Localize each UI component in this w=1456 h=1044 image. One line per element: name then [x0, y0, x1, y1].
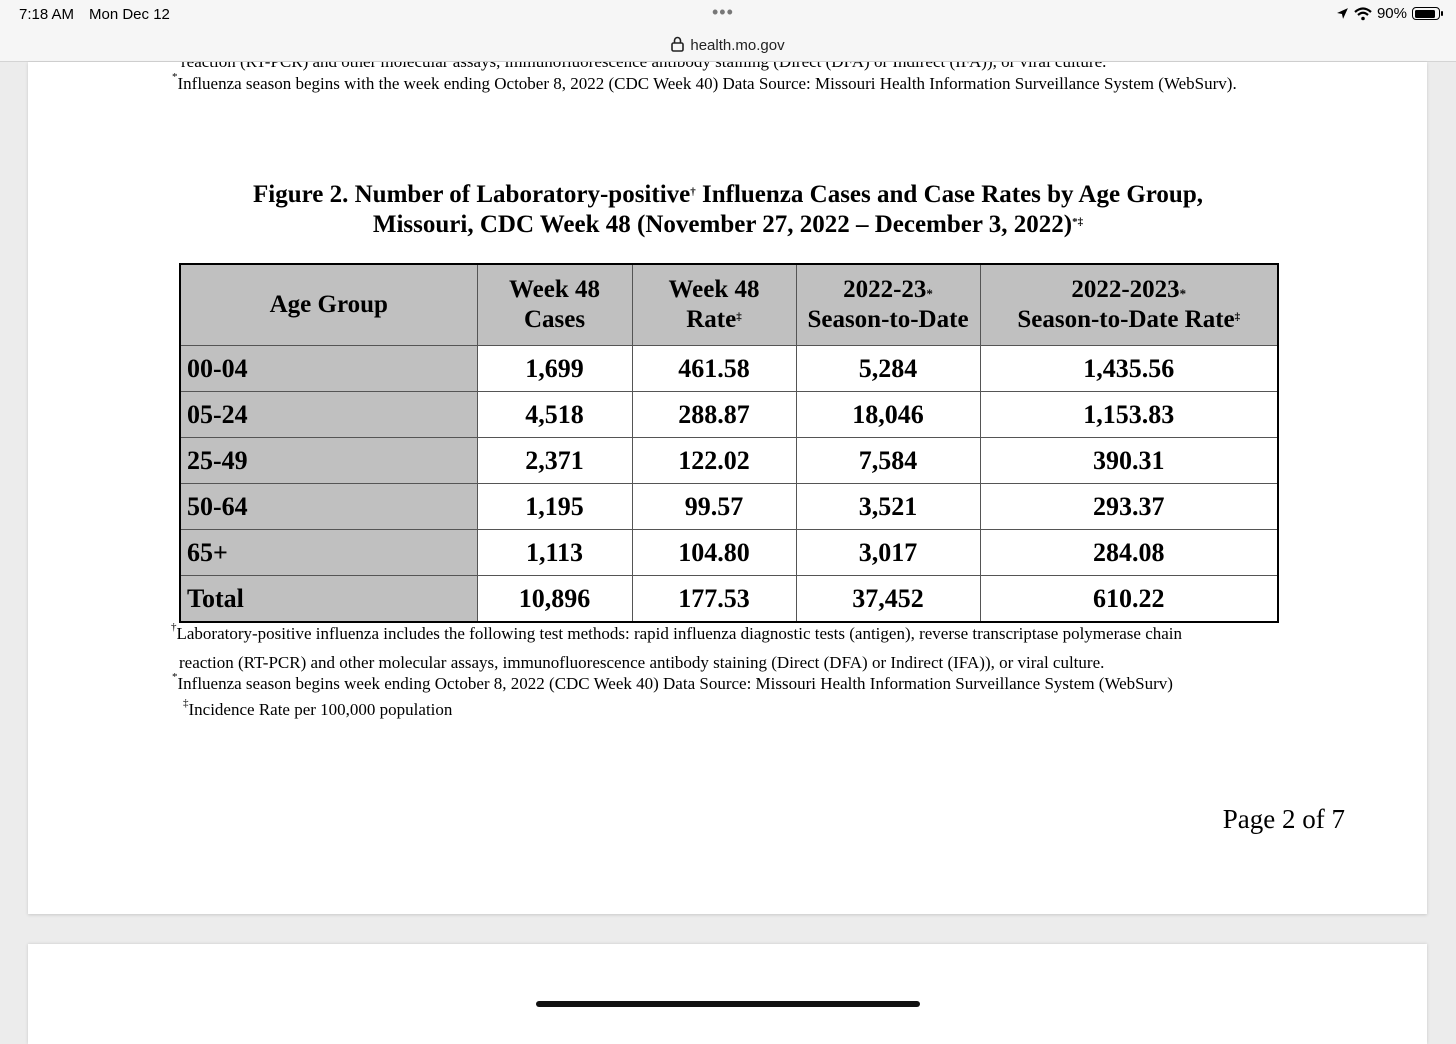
row-age: Total	[180, 576, 477, 623]
row-rate: 288.87	[632, 392, 796, 438]
url-text[interactable]: health.mo.gov	[690, 37, 785, 54]
address-bar[interactable]	[0, 30, 1456, 62]
row-season-rate: 284.08	[980, 530, 1278, 576]
header-week-rate: Week 48 Rate‡	[632, 264, 796, 346]
row-cases: 10,896	[477, 576, 632, 623]
dagger-footnote-line1: †Laboratory-positive influenza includes the following test methods: rapid influenza diagnostic tests (antigen), reverse transcriptase polymerase chain	[171, 621, 1183, 643]
row-season-rate: 1,435.56	[980, 346, 1278, 392]
row-season: 37,452	[796, 576, 980, 623]
table-header-row	[180, 264, 1278, 346]
header-week-cases: Week 48 Cases	[477, 264, 632, 346]
status-time: 7:18 AM	[19, 6, 75, 23]
row-season: 3,521	[796, 484, 980, 530]
battery-icon	[1412, 7, 1440, 20]
table-row	[180, 392, 1278, 438]
battery-percent: 90%	[1376, 5, 1407, 22]
row-season-rate: 1,153.83	[980, 392, 1278, 438]
next-document-page	[28, 944, 1427, 1044]
row-season: 3,017	[796, 530, 980, 576]
header-age-group: Age Group	[180, 264, 477, 346]
status-indicators	[1336, 5, 1440, 22]
table-row	[180, 484, 1278, 530]
row-cases: 2,371	[477, 438, 632, 484]
row-rate: 177.53	[632, 576, 796, 623]
status-bar	[0, 0, 1456, 30]
home-indicator[interactable]	[536, 1001, 920, 1007]
multitasking-dots-icon[interactable]: •••	[712, 2, 734, 22]
table-row-total	[180, 576, 1278, 623]
row-rate: 122.02	[632, 438, 796, 484]
header-season-to-date: 2022-23* Season-to-Date	[796, 264, 980, 346]
dagger-footnote-line2: reaction (RT-PCR) and other molecular assays, immunofluorescence antibody staining (Direct (DFA) or Indirect (IFA)), or viral culture.	[179, 653, 1105, 672]
row-age: 65+	[180, 530, 477, 576]
season-footnote: *Influenza season begins week ending October 8, 2022 (CDC Week 40) Data Source: Missouri Health Information Surveillance System (WebSurv)	[172, 671, 1173, 693]
page-number: Page 2 of 7	[1222, 804, 1345, 834]
table-row	[180, 530, 1278, 576]
figure-title: Figure 2. Number of Laboratory-positive† Influenza Cases and Case Rates by Age Group, Missouri, CDC Week 48 (November 27, 2022 – December 3, 2022)*‡	[253, 181, 1203, 238]
row-age: 00-04	[180, 346, 477, 392]
season-footnote-top: *Influenza season begins with the week ending October 8, 2022 (CDC Week 40) Data Source: Missouri Health Information Surveillance System (WebSurv).	[172, 71, 1237, 93]
row-season: 5,284	[796, 346, 980, 392]
wifi-icon	[1354, 7, 1372, 21]
row-age: 05-24	[180, 392, 477, 438]
influenza-age-table	[179, 263, 1279, 623]
row-rate: 104.80	[632, 530, 796, 576]
row-rate: 461.58	[632, 346, 796, 392]
row-rate: 99.57	[632, 484, 796, 530]
status-date: Mon Dec 12	[89, 6, 170, 23]
row-season-rate: 610.22	[980, 576, 1278, 623]
lock-icon	[671, 36, 684, 56]
row-season-rate: 293.37	[980, 484, 1278, 530]
row-season: 7,584	[796, 438, 980, 484]
row-cases: 1,113	[477, 530, 632, 576]
row-season: 18,046	[796, 392, 980, 438]
row-age: 50-64	[180, 484, 477, 530]
location-arrow-icon	[1336, 7, 1349, 20]
rate-footnote: ‡Incidence Rate per 100,000 population	[183, 697, 453, 719]
row-cases: 1,195	[477, 484, 632, 530]
row-season-rate: 390.31	[980, 438, 1278, 484]
header-season-rate: 2022-2023* Season-to-Date Rate‡	[980, 264, 1278, 346]
row-age: 25-49	[180, 438, 477, 484]
row-cases: 1,699	[477, 346, 632, 392]
table-row	[180, 438, 1278, 484]
row-cases: 4,518	[477, 392, 632, 438]
battery-level	[1415, 10, 1435, 18]
table-row	[180, 346, 1278, 392]
